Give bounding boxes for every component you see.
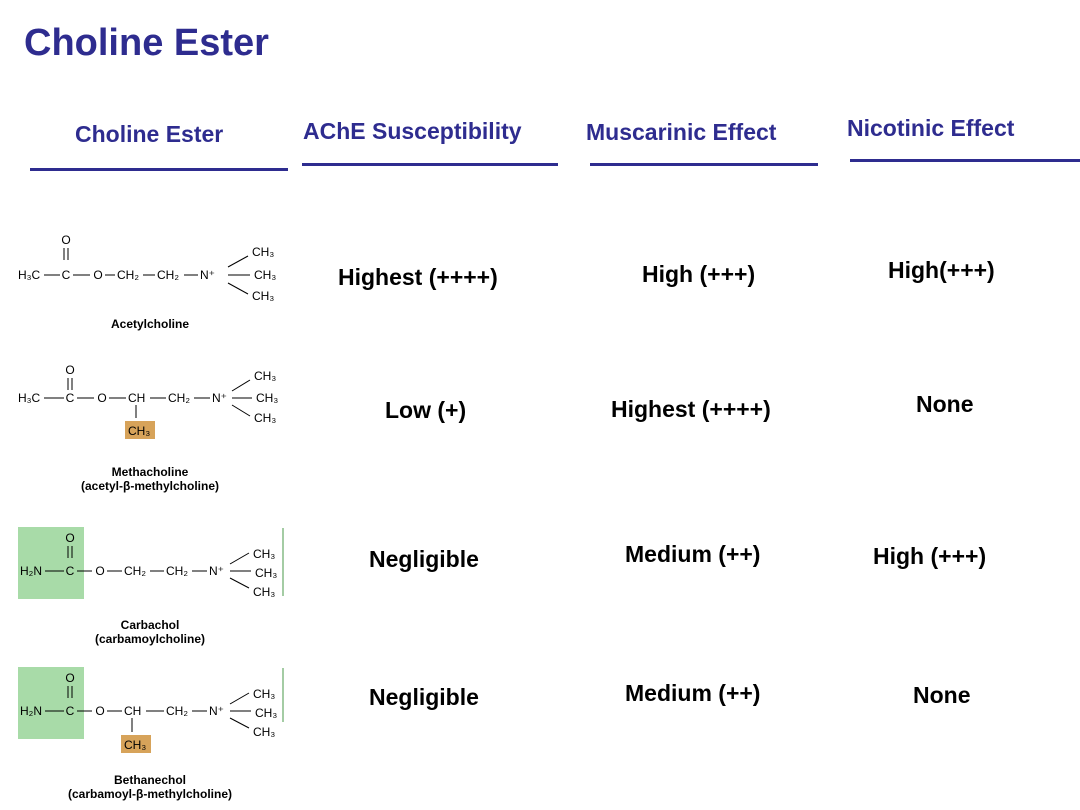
structure-name-acetylcholine: Acetylcholine	[110, 317, 190, 331]
svg-text:O: O	[65, 363, 75, 377]
svg-text:H₂N: H₂N	[20, 704, 42, 718]
svg-text:CH₃: CH₃	[255, 706, 278, 720]
header-rule-ache	[302, 163, 558, 166]
svg-text:CH₂: CH₂	[168, 391, 190, 405]
svg-text:CH₂: CH₂	[124, 564, 146, 578]
header-muscarinic-effect: Muscarinic Effect	[586, 119, 777, 145]
muscarinic-value-bethanechol: Medium (++)	[625, 680, 761, 706]
amino-group: H₂N	[20, 564, 42, 578]
svg-text:CH₂: CH₂	[117, 268, 139, 282]
bethanechol-structure	[0, 664, 300, 760]
nicotinic-value-bethanechol: None	[913, 682, 971, 708]
svg-text:O: O	[93, 268, 103, 282]
carbonyl-oxygen: O	[61, 233, 71, 247]
svg-text:CH₃: CH₃	[254, 268, 277, 282]
svg-text:CH₃: CH₃	[254, 411, 277, 425]
methacholine-structure	[0, 358, 300, 450]
ache-value-acetylcholine: Highest (++++)	[338, 264, 498, 290]
header-ache-susceptibility: AChE Susceptibility	[303, 118, 522, 144]
carbonyl-carbon: C	[61, 268, 71, 282]
page-title: Choline Ester	[24, 22, 269, 64]
header-rule-ester	[30, 168, 288, 171]
svg-text:CH₂: CH₂	[166, 564, 188, 578]
svg-text:N⁺: N⁺	[212, 391, 227, 405]
header-rule-nicotinic	[850, 159, 1080, 162]
ache-value-bethanechol: Negligible	[369, 684, 479, 710]
svg-text:CH₂: CH₂	[166, 704, 188, 718]
svg-text:CH₃: CH₃	[253, 547, 276, 561]
svg-text:N⁺: N⁺	[209, 564, 224, 578]
svg-text:CH₃: CH₃	[124, 738, 147, 752]
muscarinic-value-carbachol: Medium (++)	[625, 541, 761, 567]
svg-text:O: O	[65, 531, 75, 545]
structure-name-methacholine: Methacholine (acetyl-β-methylcholine)	[80, 465, 220, 493]
svg-text:H₃C: H₃C	[18, 391, 41, 405]
svg-text:C: C	[65, 564, 75, 578]
svg-text:N⁺: N⁺	[209, 704, 224, 718]
svg-text:CH₃: CH₃	[128, 424, 151, 438]
svg-text:O: O	[95, 564, 105, 578]
quaternary-nitrogen: N⁺	[200, 268, 215, 282]
svg-text:CH: CH	[124, 704, 142, 718]
svg-text:CH₃: CH₃	[253, 725, 276, 739]
header-nicotinic-effect: Nicotinic Effect	[847, 115, 1015, 141]
nicotinic-value-acetylcholine: High(+++)	[888, 257, 995, 283]
ache-value-carbachol: Negligible	[369, 546, 479, 572]
ache-value-methacholine: Low (+)	[385, 397, 467, 423]
svg-text:CH₃: CH₃	[253, 585, 276, 599]
nicotinic-value-methacholine: None	[916, 391, 974, 417]
nicotinic-value-carbachol: High (+++)	[873, 543, 987, 569]
acetylcholine-structure	[0, 228, 300, 308]
svg-text:O: O	[97, 391, 107, 405]
carbachol-structure	[0, 524, 300, 604]
muscarinic-value-methacholine: Highest (++++)	[611, 396, 771, 422]
svg-text:CH₃: CH₃	[252, 245, 275, 259]
svg-text:CH₃: CH₃	[252, 289, 275, 303]
header-rule-muscarinic	[590, 163, 818, 166]
svg-text:CH₃: CH₃	[253, 687, 276, 701]
svg-text:CH₃: CH₃	[254, 369, 277, 383]
svg-text:C: C	[65, 704, 75, 718]
header-choline-ester: Choline Ester	[75, 121, 224, 147]
svg-text:O: O	[65, 671, 75, 685]
structure-name-carbachol: Carbachol (carbamoylcholine)	[94, 618, 206, 646]
methyl-group: H₃C	[18, 268, 41, 282]
beta-carbon: CH	[128, 391, 146, 405]
svg-text:CH₃: CH₃	[256, 391, 279, 405]
svg-text:CH₃: CH₃	[255, 566, 278, 580]
structure-name-bethanechol: Bethanechol (carbamoyl-β-methylcholine)	[67, 773, 233, 801]
svg-text:CH₂: CH₂	[157, 268, 179, 282]
muscarinic-value-acetylcholine: High (+++)	[642, 261, 756, 287]
svg-text:C: C	[65, 391, 75, 405]
svg-text:O: O	[95, 704, 105, 718]
